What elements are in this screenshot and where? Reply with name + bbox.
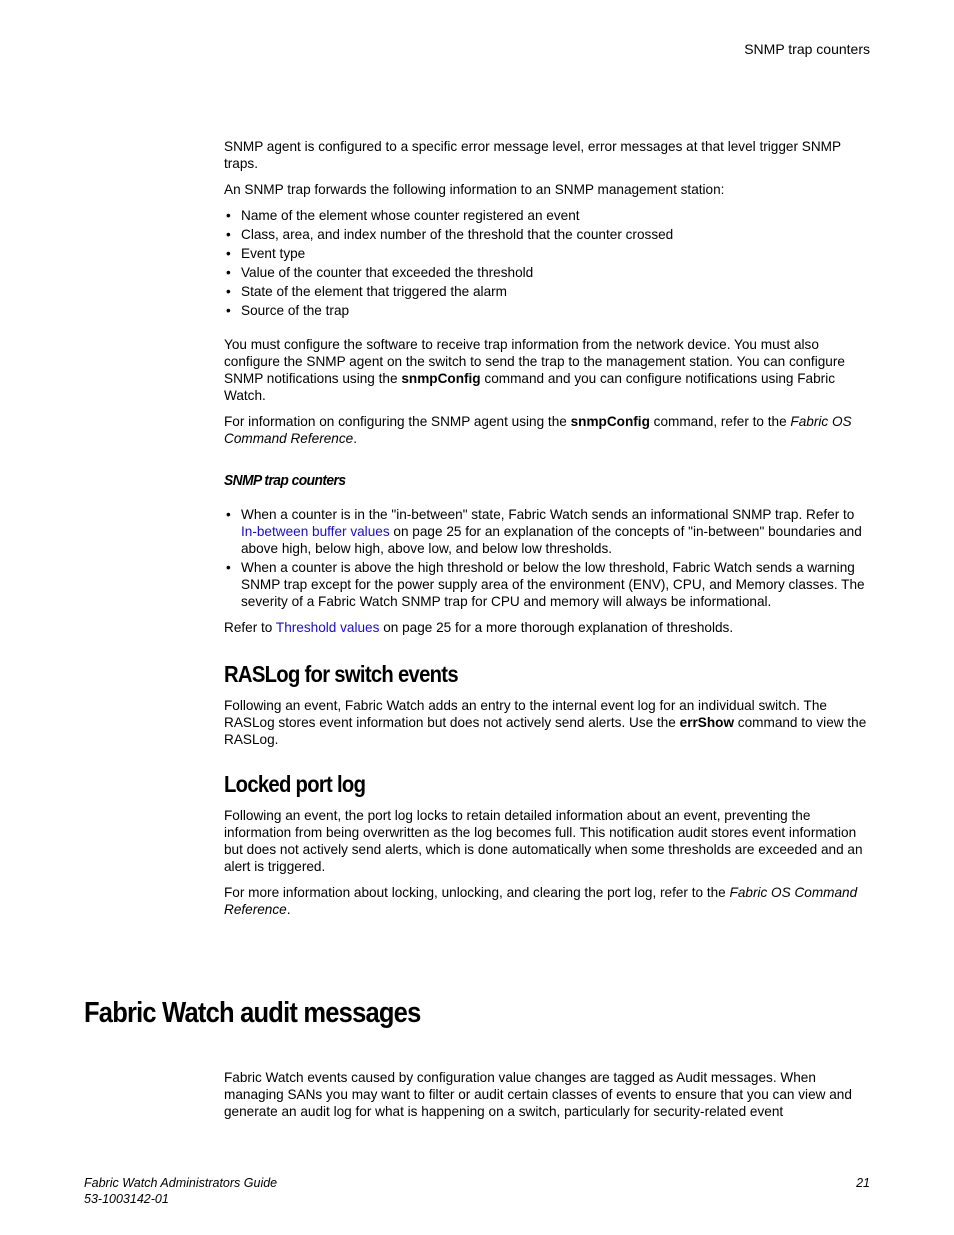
locked-port-paragraph-1: Following an event, the port log locks to retain detailed information about an event, preventing the information from being overwritten as the log becomes full. This notification audit stores event information but does not actively send alerts, which is done automatically when some thresholds are exceeded and an alert is triggered.: [224, 808, 863, 874]
page-number: 21: [856, 1176, 870, 1190]
text-span: Following an event, Fabric Watch adds an entry to the internal event log for an individual switch. The RASLog stores event information but does not actively send alerts. Use the: [224, 698, 827, 730]
list-item: • Source of the trap: [224, 302, 870, 319]
intro-paragraph-3: [224, 336, 870, 404]
list-item: • When a counter is above the high threshold or below the low threshold, Fabric Watch sends a warning SNMP trap except for the power supply area of the environment (ENV), CPU, and Memory classes. The severity of a Fabric Watch SNMP trap for CPU and memory will always be informational.: [224, 559, 870, 610]
in-between-buffer-link[interactable]: In-between buffer values: [241, 524, 390, 539]
list-item: • State of the element that triggered the alarm: [224, 283, 870, 300]
intro-paragraph-1: SNMP agent is configured to a specific error message level, error messages at that level trigger SNMP traps.: [224, 139, 841, 171]
trap-info-list: [224, 207, 870, 319]
threshold-paragraph: [224, 619, 870, 636]
text-span: command, refer to the: [649, 414, 791, 429]
list-item: • Name of the element whose counter registered an event: [224, 207, 870, 224]
locked-port-paragraph-2: [224, 884, 870, 918]
text-span: You must configure the software to receive trap information from the network device. You must also configure the SNMP agent on the switch to send the trap to the management station. You can configure SNMP notifications using the: [224, 337, 845, 386]
trap-counter-list: [224, 506, 870, 610]
guide-title: Fabric Watch Administrators Guide: [84, 1176, 278, 1190]
intro-paragraph-2: An SNMP trap forwards the following information to an SNMP management station:: [224, 182, 725, 197]
command-name: snmpConfig: [401, 371, 481, 386]
audit-paragraph-1: Fabric Watch events caused by configuration value changes are tagged as Audit messages. When managing SANs you may want to filter or audit certain classes of events to ensure that you can view and generate an audit log for what is happening on a switch, particularly for security-related event: [224, 1070, 852, 1119]
main-content: [224, 138, 870, 927]
reference-title: Fabric OS Command Reference: [224, 414, 852, 446]
intro-paragraph-4: [224, 413, 870, 447]
list-item: • Event type: [224, 245, 870, 262]
text-span: For more information about locking, unlocking, and clearing the port log, refer to the: [224, 885, 730, 900]
locked-port-log-heading: Locked port log: [224, 771, 366, 797]
text-span: When a counter is in the "in-between" state, Fabric Watch sends an informational SNMP trap. Refer to: [241, 507, 855, 522]
footer-left: [84, 1175, 277, 1207]
text-span: on page 25 for an explanation of the concepts of "in-between" boundaries and above high, below high, above low, and below low thresholds.: [241, 524, 862, 556]
list-item: • Class, area, and index number of the threshold that the counter crossed: [224, 226, 870, 243]
raslog-heading: RASLog for switch events: [224, 661, 458, 687]
text-span: .: [353, 431, 357, 446]
text-span: For information on configuring the SNMP agent using the: [224, 414, 571, 429]
text-span: on page 25 for a more thorough explanation of thresholds.: [379, 620, 734, 635]
raslog-paragraph: [224, 697, 870, 748]
list-item: [224, 506, 870, 557]
command-name: snmpConfig: [570, 414, 650, 429]
reference-title: Fabric OS Command Reference: [224, 885, 858, 917]
threshold-values-link[interactable]: Threshold values: [275, 620, 380, 635]
list-item: • Value of the counter that exceeded the threshold: [224, 264, 870, 281]
running-header: SNMP trap counters: [744, 41, 870, 57]
audit-messages-heading: Fabric Watch audit messages: [84, 997, 421, 1029]
audit-content: [224, 1069, 870, 1129]
text-span: Refer to: [224, 620, 276, 635]
text-span: command and you can configure notifications using Fabric Watch.: [224, 371, 836, 403]
text-span: command to view the RASLog.: [224, 715, 867, 747]
text-span: .: [286, 902, 291, 917]
command-name: errShow: [679, 715, 735, 730]
doc-number: 53-1003142-01: [84, 1192, 169, 1206]
snmp-trap-counters-heading: SNMP trap counters: [224, 472, 346, 489]
